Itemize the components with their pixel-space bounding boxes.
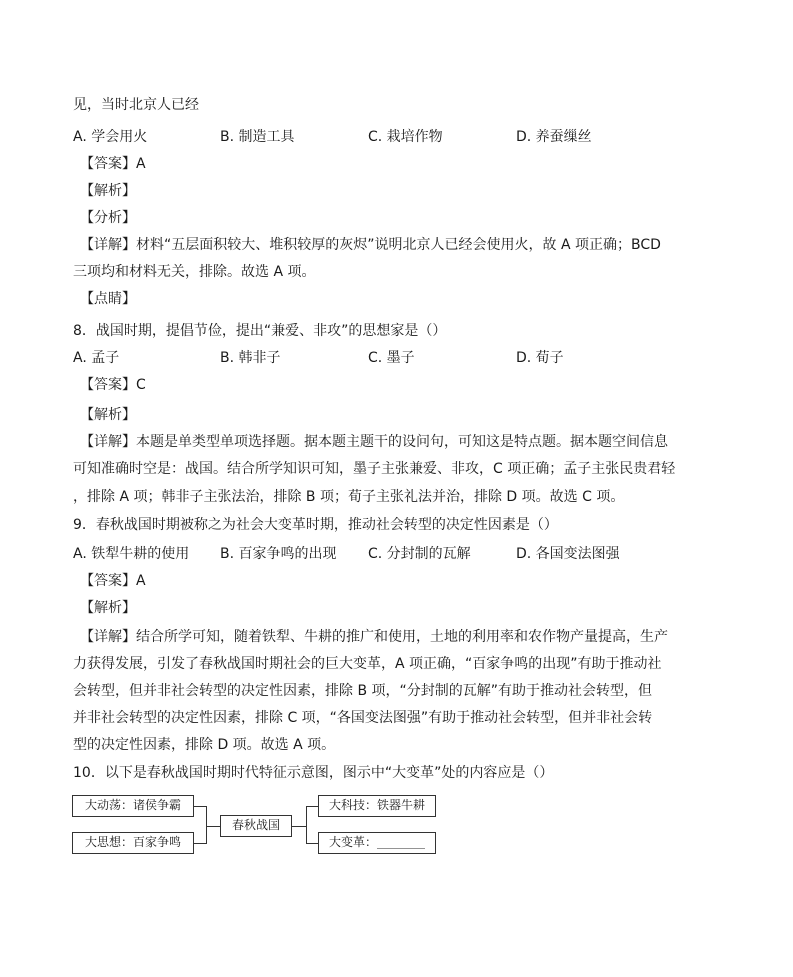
diagram-box-thought: 大思想：百家争鸣 [72,832,194,854]
q7-stem-tail: 见，当时北京人已经 [73,97,199,113]
diagram-connector [206,806,207,844]
q7-fenxi-heading: 【分析】 [80,210,136,226]
diagram-box-transformation: 大变革：________ [318,832,436,854]
q8-detail-line-2: 可知准确时空是：战国。结合所学知识可知，墨子主张兼爱、非攻，C 项正确；孟子主张民贵君轻 [73,461,676,477]
q7-option-b: B. 制造工具 [220,129,295,145]
diagram-connector [194,806,206,807]
q8-option-c: C. 墨子 [368,350,415,366]
q8-detail-line-1: 【详解】本题是单类型单项选择题。据本题主题干的设问句，可知这是特点题。据本题空间信息 [80,434,668,450]
q8-stem: 8．战国时期，提倡节俭，提出“兼爱、非攻”的思想家是（） [73,323,447,339]
q9-stem: 9．春秋战国时期被称之为社会大变革时期，推动社会转型的决定性因素是（） [73,517,558,533]
q9-detail-line-2: 力获得发展，引发了春秋战国时期社会的巨大变革，A 项正确，“百家争鸣的出现”有助于推动社 [73,656,662,672]
q9-detail-line-1: 【详解】结合所学可知，随着铁犁、牛耕的推广和使用，土地的利用率和农作物产量提高，生产 [80,629,668,645]
q8-option-b: B. 韩非子 [220,350,281,366]
q9-option-c: C. 分封制的瓦解 [368,546,471,562]
q9-option-a: A. 铁犁牛耕的使用 [73,546,190,562]
q9-option-d: D. 各国变法图强 [516,546,620,562]
diagram-connector [306,843,318,844]
diagram-connector [292,826,306,827]
diagram-box-upheaval: 大动荡：诸侯争霸 [72,795,194,817]
q8-analysis-heading: 【解析】 [80,407,136,423]
diagram-connector [306,806,318,807]
diagram-box-technology: 大科技：铁器牛耕 [318,795,436,817]
q7-answer: 【答案】A [80,156,146,172]
q8-option-d: D. 荀子 [516,350,564,366]
q7-detail-line-1: 【详解】材料“五层面积较大、堆积较厚的灰烬”说明北京人已经会使用火，故 A 项正确；BCD [80,237,661,253]
q10-stem: 10．以下是春秋战国时期时代特征示意图，图示中“大变革”处的内容应是（） [73,765,554,781]
q7-detail-line-2: 三项均和材料无关，排除。故选 A 项。 [73,264,316,280]
q9-option-b: B. 百家争鸣的出现 [220,546,337,562]
q7-dianjing-heading: 【点睛】 [80,291,136,307]
diagram-connector [194,843,206,844]
q9-detail-line-5: 型的决定性因素，排除 D 项。故选 A 项。 [73,737,336,753]
q7-option-a: A. 学会用火 [73,129,148,145]
q7-analysis-heading: 【解析】 [80,183,136,199]
q8-answer: 【答案】C [80,377,146,393]
q9-detail-line-4: 并非社会转型的决定性因素，排除 C 项，“各国变法图强”有助于推动社会转型，但并非社会转 [73,710,653,726]
diagram-connector [206,826,220,827]
q9-answer: 【答案】A [80,573,146,589]
q8-option-a: A. 孟子 [73,350,120,366]
q9-detail-line-3: 会转型，但并非社会转型的决定性因素，排除 B 项，“分封制的瓦解”有助于推动社会转型，但 [73,683,653,699]
q9-analysis-heading: 【解析】 [80,600,136,616]
diagram-connector [306,806,307,844]
q7-option-c: C. 栽培作物 [368,129,443,145]
diagram-box-center: 春秋战国 [220,815,292,837]
q7-option-d: D. 养蚕缫丝 [516,129,592,145]
q8-detail-line-3: ，排除 A 项；韩非子主张法治，排除 B 项；荀子主张礼法并治，排除 D 项。故选 C 项。 [73,489,625,505]
